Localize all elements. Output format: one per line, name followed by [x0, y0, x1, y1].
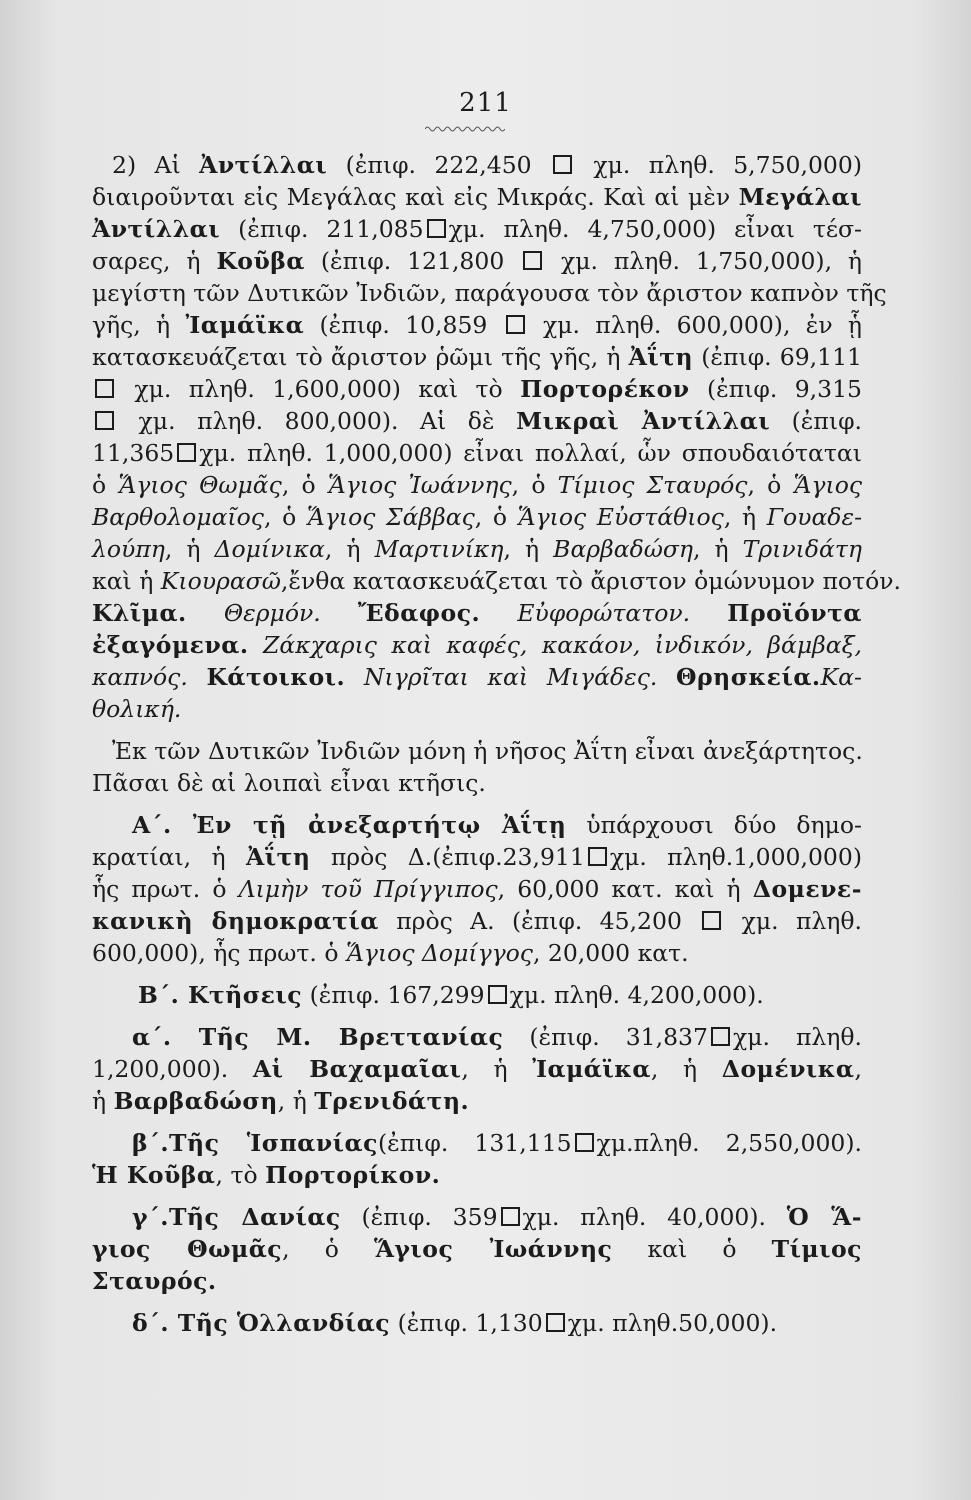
bold-term: Ἀντίλλαι: [92, 215, 221, 243]
text-line: [92, 566, 901, 596]
italic-term: Ἅγιος Θωμᾶς: [118, 471, 282, 499]
text-run: 600,000), ἧς πρωτ. ὁ: [92, 939, 346, 967]
italic-term: καπνός.: [92, 663, 188, 691]
text-run: σαρες, ἡ: [92, 247, 217, 275]
bold-term: α΄. Τῆς Μ. Βρεττανίας: [132, 1023, 504, 1051]
text-line: [92, 278, 887, 308]
bold-term: Ἅγιος Ἰωάννης: [373, 1235, 613, 1263]
text-run: (ἐπιφ. 359: [340, 1203, 498, 1231]
text-run: [188, 663, 207, 691]
text-line: [132, 1308, 862, 1338]
text-run: ἧς πρωτ. ὁ: [92, 875, 239, 903]
text-line: [92, 502, 862, 532]
text-line: [92, 182, 862, 212]
area-square-symbol: [488, 985, 507, 1004]
text-line: [92, 406, 862, 436]
bold-term: Ὁ Ἅ-: [786, 1203, 862, 1231]
text-run: , ἡ: [324, 535, 375, 563]
text-line: [92, 906, 862, 936]
text-run: (ἐπιφ. 211,085: [220, 215, 424, 243]
bold-term: Ἀΐτη: [245, 843, 311, 871]
bold-term: Πορτορέκον: [520, 375, 690, 403]
italic-term: Μαρτινίκη: [374, 535, 504, 563]
area-square-symbol: [553, 155, 572, 174]
text-run: χμ. πληθ.50,000).: [567, 1309, 778, 1337]
text-line: [92, 374, 862, 404]
text-run: ,: [854, 1055, 862, 1083]
text-run: μεγίστη τῶν Δυτικῶν Ἰνδιῶν, παράγουσα τὸν ἄριστον καπνὸν τῆς: [92, 279, 887, 307]
text-run: , ὁ: [511, 471, 558, 499]
text-run: χμ. πληθ. 1,750,000), ἡ: [545, 247, 862, 275]
area-square-symbol: [501, 1207, 520, 1226]
text-run: κατασκευάζεται τὸ ἄριστον ῥῶμι τῆς γῆς, ἡ: [92, 343, 629, 371]
text-run: , ὁ: [747, 471, 794, 499]
page-number: 211: [459, 88, 512, 118]
text-run: χμ. πληθ. 1,000,000) εἶναι πολλαί, ὧν σπουδαιόταται: [199, 439, 862, 467]
text-line: [92, 1160, 862, 1190]
text-run: [187, 599, 224, 627]
area-square-symbol: [575, 1133, 594, 1152]
area-square-symbol: [588, 847, 607, 866]
bold-term: Αἱ Βαχαμαῖαι: [252, 1055, 462, 1083]
italic-term: θολική.: [92, 695, 182, 723]
text-line: [92, 1266, 862, 1296]
text-line: [132, 810, 862, 840]
text-line: [138, 980, 862, 1010]
text-run: , ὁ: [281, 471, 328, 499]
italic-term: Ἅγιος Δομίγγος: [345, 939, 533, 967]
italic-term: Ζάκχαρις καὶ καφές, κακάον, ἰνδικόν, βάμβαξ,: [263, 631, 862, 659]
text-line: [92, 768, 862, 798]
text-line: [132, 1128, 862, 1158]
text-line: [92, 842, 862, 872]
italic-term: Ἅγιος Ἰωάννης: [327, 471, 512, 499]
italic-term: Νιγρῖται καὶ Μιγάδες.: [363, 663, 658, 691]
bold-term: Ἀΐτη: [628, 343, 694, 371]
bold-term: β΄.Τῆς Ἱσπανίας: [132, 1129, 378, 1157]
italic-term: Δομίνικα: [214, 535, 325, 563]
text-line: [132, 1022, 862, 1052]
text-line: [112, 736, 862, 766]
text-run: [321, 599, 358, 627]
bold-term: Θρησκεία.: [676, 663, 821, 691]
bold-term: Μικραὶ Ἀντίλλαι: [516, 407, 771, 435]
area-square-symbol: [546, 1313, 565, 1332]
text-line: [92, 214, 862, 244]
bold-term: Ἔδαφος.: [357, 599, 481, 627]
text-run: καὶ ἡ: [92, 567, 161, 595]
text-run: , ἡ: [503, 535, 554, 563]
text-run: 11,365: [92, 439, 175, 467]
bold-term: Ἀντίλλαι: [199, 151, 328, 179]
text-run: χμ. πληθ. 600,000), ἐν ᾗ: [527, 311, 862, 339]
text-run: Ἐκ τῶν Δυτικῶν Ἰνδιῶν μόνη ἡ νῆσος Ἀΐτη εἶναι ἀνεξάρτητος.: [112, 737, 863, 765]
decorative-rule: [425, 124, 505, 134]
text-run: , ὁ: [263, 503, 307, 531]
area-square-symbol: [702, 911, 721, 930]
italic-term: Θερμόν.: [223, 599, 321, 627]
text-run: χμ. πληθ. 1,600,000) καὶ τὸ: [117, 375, 521, 403]
bold-term: δ΄. Τῆς Ὁλλανδίας: [132, 1309, 391, 1337]
text-run: (ἐπιφ. 222,450: [327, 151, 550, 179]
text-run: χμ. πληθ.1,000,000): [609, 843, 862, 871]
text-line: [92, 598, 862, 628]
italic-term: Κα-: [820, 663, 862, 691]
text-run: ὑπάρχουσι δύο δημο-: [566, 811, 862, 839]
text-line: [92, 630, 862, 660]
area-square-symbol: [95, 411, 114, 430]
text-run: πρὸς Α. (ἐπιφ. 45,200: [378, 907, 700, 935]
area-square-symbol: [427, 219, 446, 238]
text-run: (ἐπιφ. 10,859: [304, 311, 503, 339]
italic-term: Ἅγιος Εὐστάθιος: [517, 503, 724, 531]
italic-term: Τίμιος Σταυρός: [557, 471, 748, 499]
text-line: [92, 310, 862, 340]
text-run: χμ. πληθ. 4,750,000) εἶναι τέσ-: [448, 215, 862, 243]
text-run: (ἐπιφ. 1,130: [390, 1309, 543, 1337]
text-line: [92, 342, 862, 372]
bold-term: Σταυρός.: [92, 1267, 217, 1295]
bold-term: Α΄. Ἐν τῇ ἀνεξαρτήτῳ Ἀΐτῃ: [132, 811, 567, 839]
bold-term: Β΄. Κτῆσεις: [138, 981, 303, 1009]
text-run: , ὁ: [474, 503, 518, 531]
text-run: , τὸ: [215, 1161, 266, 1189]
text-run: , ἡ: [650, 1055, 722, 1083]
bold-term: Τρενιδάτη.: [314, 1087, 470, 1115]
bold-term: Κλῖμα.: [92, 599, 187, 627]
italic-term: Εὐφορώτατον.: [517, 599, 691, 627]
text-run: , 60,000 κατ. καὶ ἡ: [497, 875, 753, 903]
text-line: [92, 1234, 862, 1264]
text-run: , ἡ: [723, 503, 767, 531]
text-run: [345, 663, 364, 691]
text-run: (ἐπιφ. 31,837: [503, 1023, 708, 1051]
text-run: χμ. πληθ. 5,750,000): [575, 151, 862, 179]
text-run: διαιροῦνται εἰς Μεγάλας καὶ εἰς Μικράς. Καὶ αἱ μὲν: [92, 183, 739, 211]
text-line: [92, 246, 862, 276]
text-line: [92, 1086, 862, 1116]
bold-term: ἐξαγόμενα.: [92, 631, 249, 659]
bold-term: Μεγάλαι: [738, 183, 862, 211]
text-run: , ἡ: [164, 535, 215, 563]
area-square-symbol: [95, 379, 114, 398]
text-run: (ἐπιφ.: [770, 407, 862, 435]
text-run: κρατίαι, ἡ: [92, 843, 246, 871]
bold-term: Κάτοικοι.: [206, 663, 346, 691]
bold-term: Ἡ Κοῦβα: [92, 1161, 216, 1189]
text-run: Πᾶσαι δὲ αἱ λοιπαὶ εἶναι κτῆσις.: [92, 769, 486, 797]
text-run: , 20,000 κατ.: [532, 939, 689, 967]
text-run: ,ἔνθα κατασκευάζεται τὸ ἄριστον ὁμώνυμον ποτόν.: [280, 567, 901, 595]
italic-term: Κιουρασῶ: [160, 567, 281, 595]
text-run: (ἐπιφ. 9,315: [689, 375, 863, 403]
text-run: [690, 599, 727, 627]
area-square-symbol: [177, 443, 196, 462]
text-line: [92, 874, 862, 904]
text-run: (ἐπιφ. 131,115: [377, 1129, 572, 1157]
text-run: , ἡ: [693, 535, 743, 563]
text-line: [92, 938, 862, 968]
bold-term: Τίμιος: [771, 1235, 862, 1263]
text-line: [92, 470, 862, 500]
bold-term: Δομενε-: [752, 875, 862, 903]
text-run: [249, 631, 263, 659]
text-run: χμ. πληθ. 800,000). Αἱ δὲ: [117, 407, 517, 435]
bold-term: Προϊόντα: [727, 599, 862, 627]
text-line: [132, 1202, 862, 1232]
bold-term: γ΄.Τῆς Δανίας: [132, 1203, 341, 1231]
bold-term: Ἰαμάϊκα: [532, 1055, 651, 1083]
text-line: [92, 694, 862, 724]
text-run: 1,200,000).: [92, 1055, 253, 1083]
text-run: 2) Αἱ: [112, 151, 200, 179]
text-run: χμ. πληθ. 4,200,000).: [509, 981, 764, 1009]
text-run: (ἐπιφ. 121,800: [304, 247, 521, 275]
bold-term: Πορτορίκον.: [265, 1161, 441, 1189]
italic-term: Βαρβαδώση: [553, 535, 694, 563]
bold-term: Ἰαμάϊκα: [185, 311, 305, 339]
text-run: χμ. πληθ. 40,000).: [522, 1203, 787, 1231]
area-square-symbol: [711, 1027, 730, 1046]
area-square-symbol: [523, 251, 542, 270]
text-run: χμ.πληθ. 2,550,000).: [596, 1129, 862, 1157]
text-line: [92, 1054, 862, 1084]
text-run: (ἐπιφ. 167,299: [302, 981, 485, 1009]
italic-term: Βαρθολομαῖος: [92, 503, 264, 531]
text-line: [112, 150, 862, 180]
italic-term: Ἅγιος Σάββας: [306, 503, 475, 531]
bold-term: Βαρβαδώση: [113, 1087, 278, 1115]
text-run: πρὸς Δ.(ἐπιφ.23,911: [310, 843, 585, 871]
text-run: , ἡ: [461, 1055, 533, 1083]
text-run: (ἐπιφ. 69,111: [693, 343, 862, 371]
text-line: [92, 438, 862, 468]
text-run: χμ. πληθ.: [724, 907, 862, 935]
italic-term: Τρινιδάτη: [742, 535, 862, 563]
italic-term: Γουαδε-: [766, 503, 863, 531]
text-run: , ὁ: [282, 1235, 374, 1263]
text-line: [92, 662, 862, 692]
text-run: [657, 663, 676, 691]
bold-term: κανικὴ δημοκρατία: [92, 907, 379, 935]
text-run: [480, 599, 517, 627]
italic-term: λούπη: [92, 535, 165, 563]
bold-term: Δομένικα: [721, 1055, 855, 1083]
text-run: γῆς, ἡ: [92, 311, 186, 339]
text-run: , ἡ: [277, 1087, 315, 1115]
bold-term: γιος Θωμᾶς: [92, 1235, 283, 1263]
bold-term: Κοῦβα: [216, 247, 305, 275]
area-square-symbol: [506, 315, 525, 334]
text-run: ἡ: [92, 1087, 114, 1115]
text-run: χμ. πληθ.: [732, 1023, 862, 1051]
text-run: ὁ: [92, 471, 119, 499]
text-line: [92, 534, 862, 564]
italic-term: Ἅγιος: [793, 471, 863, 499]
text-run: καὶ ὁ: [612, 1235, 772, 1263]
italic-term: Λιμὴν τοῦ Πρίγγιπος: [238, 875, 498, 903]
